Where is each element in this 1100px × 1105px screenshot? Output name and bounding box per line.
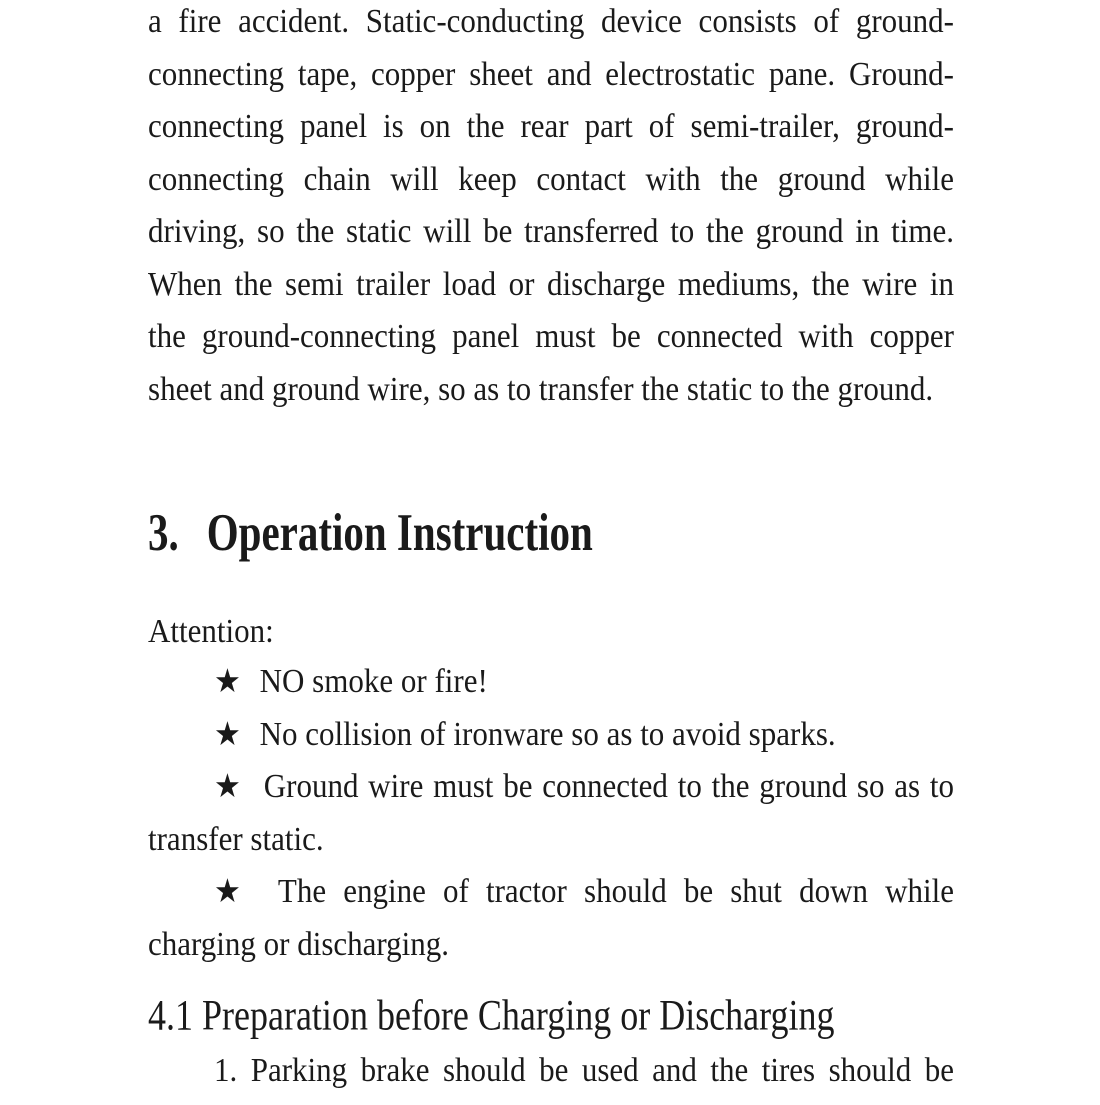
star-bullet-icon: ★ — [214, 767, 243, 806]
paragraph-line-8: sheet and ground wire, so as to transfer the static to the ground. — [148, 368, 934, 408]
attention-block — [148, 605, 954, 658]
list-item-3 — [148, 757, 954, 815]
list-item-4-continuation: charging or discharging. — [148, 923, 450, 963]
paragraph-line-2: connecting tape, copper sheet and electrostatic pane. Ground- — [148, 53, 954, 93]
list-item-text: The engine of tractor should be shut down while — [277, 871, 954, 910]
numbered-step: 1. Parking brake should be used and the tires should be — [214, 1050, 954, 1089]
paragraph-line-6: When the semi trailer load or discharge mediums, the wire in — [148, 263, 954, 303]
list-item-2 — [148, 705, 954, 763]
star-bullet-icon: ★ — [214, 662, 241, 701]
section-number: 3. — [148, 502, 179, 562]
list-item-3-continuation: transfer static. — [148, 818, 324, 858]
paragraph-line-3: connecting panel is on the rear part of semi-trailer, ground- — [148, 106, 954, 145]
paragraph-line-5: driving, so the static will be transferred to the ground in time. — [148, 211, 954, 250]
paragraph-static-device — [148, 0, 954, 415]
list-item-1 — [148, 652, 954, 710]
list-item-4 — [148, 862, 954, 920]
attention-label: Attention: — [148, 611, 274, 650]
section-heading — [148, 496, 593, 569]
attention-list — [148, 655, 954, 970]
paragraph-line-1: a fire accident. Static-conducting device consists of ground- — [148, 1, 954, 40]
list-item-text: NO smoke or fire! — [259, 661, 488, 700]
section-title: Operation Instruction — [206, 502, 593, 562]
paragraph-line-7: the ground-connecting panel must be connected with copper — [148, 316, 954, 355]
paragraph-line-4: connecting chain will keep contact with the ground while — [148, 158, 954, 198]
star-bullet-icon: ★ — [214, 872, 251, 911]
list-item-text: No collision of ironware so as to avoid sparks. — [259, 713, 836, 753]
subsection-heading: 4.1 Preparation before Charging or Discharging — [148, 990, 835, 1039]
star-bullet-icon: ★ — [214, 714, 241, 754]
numbered-step-block — [148, 1044, 954, 1097]
list-item-text: Ground wire must be connected to the ground so as to — [263, 766, 954, 805]
